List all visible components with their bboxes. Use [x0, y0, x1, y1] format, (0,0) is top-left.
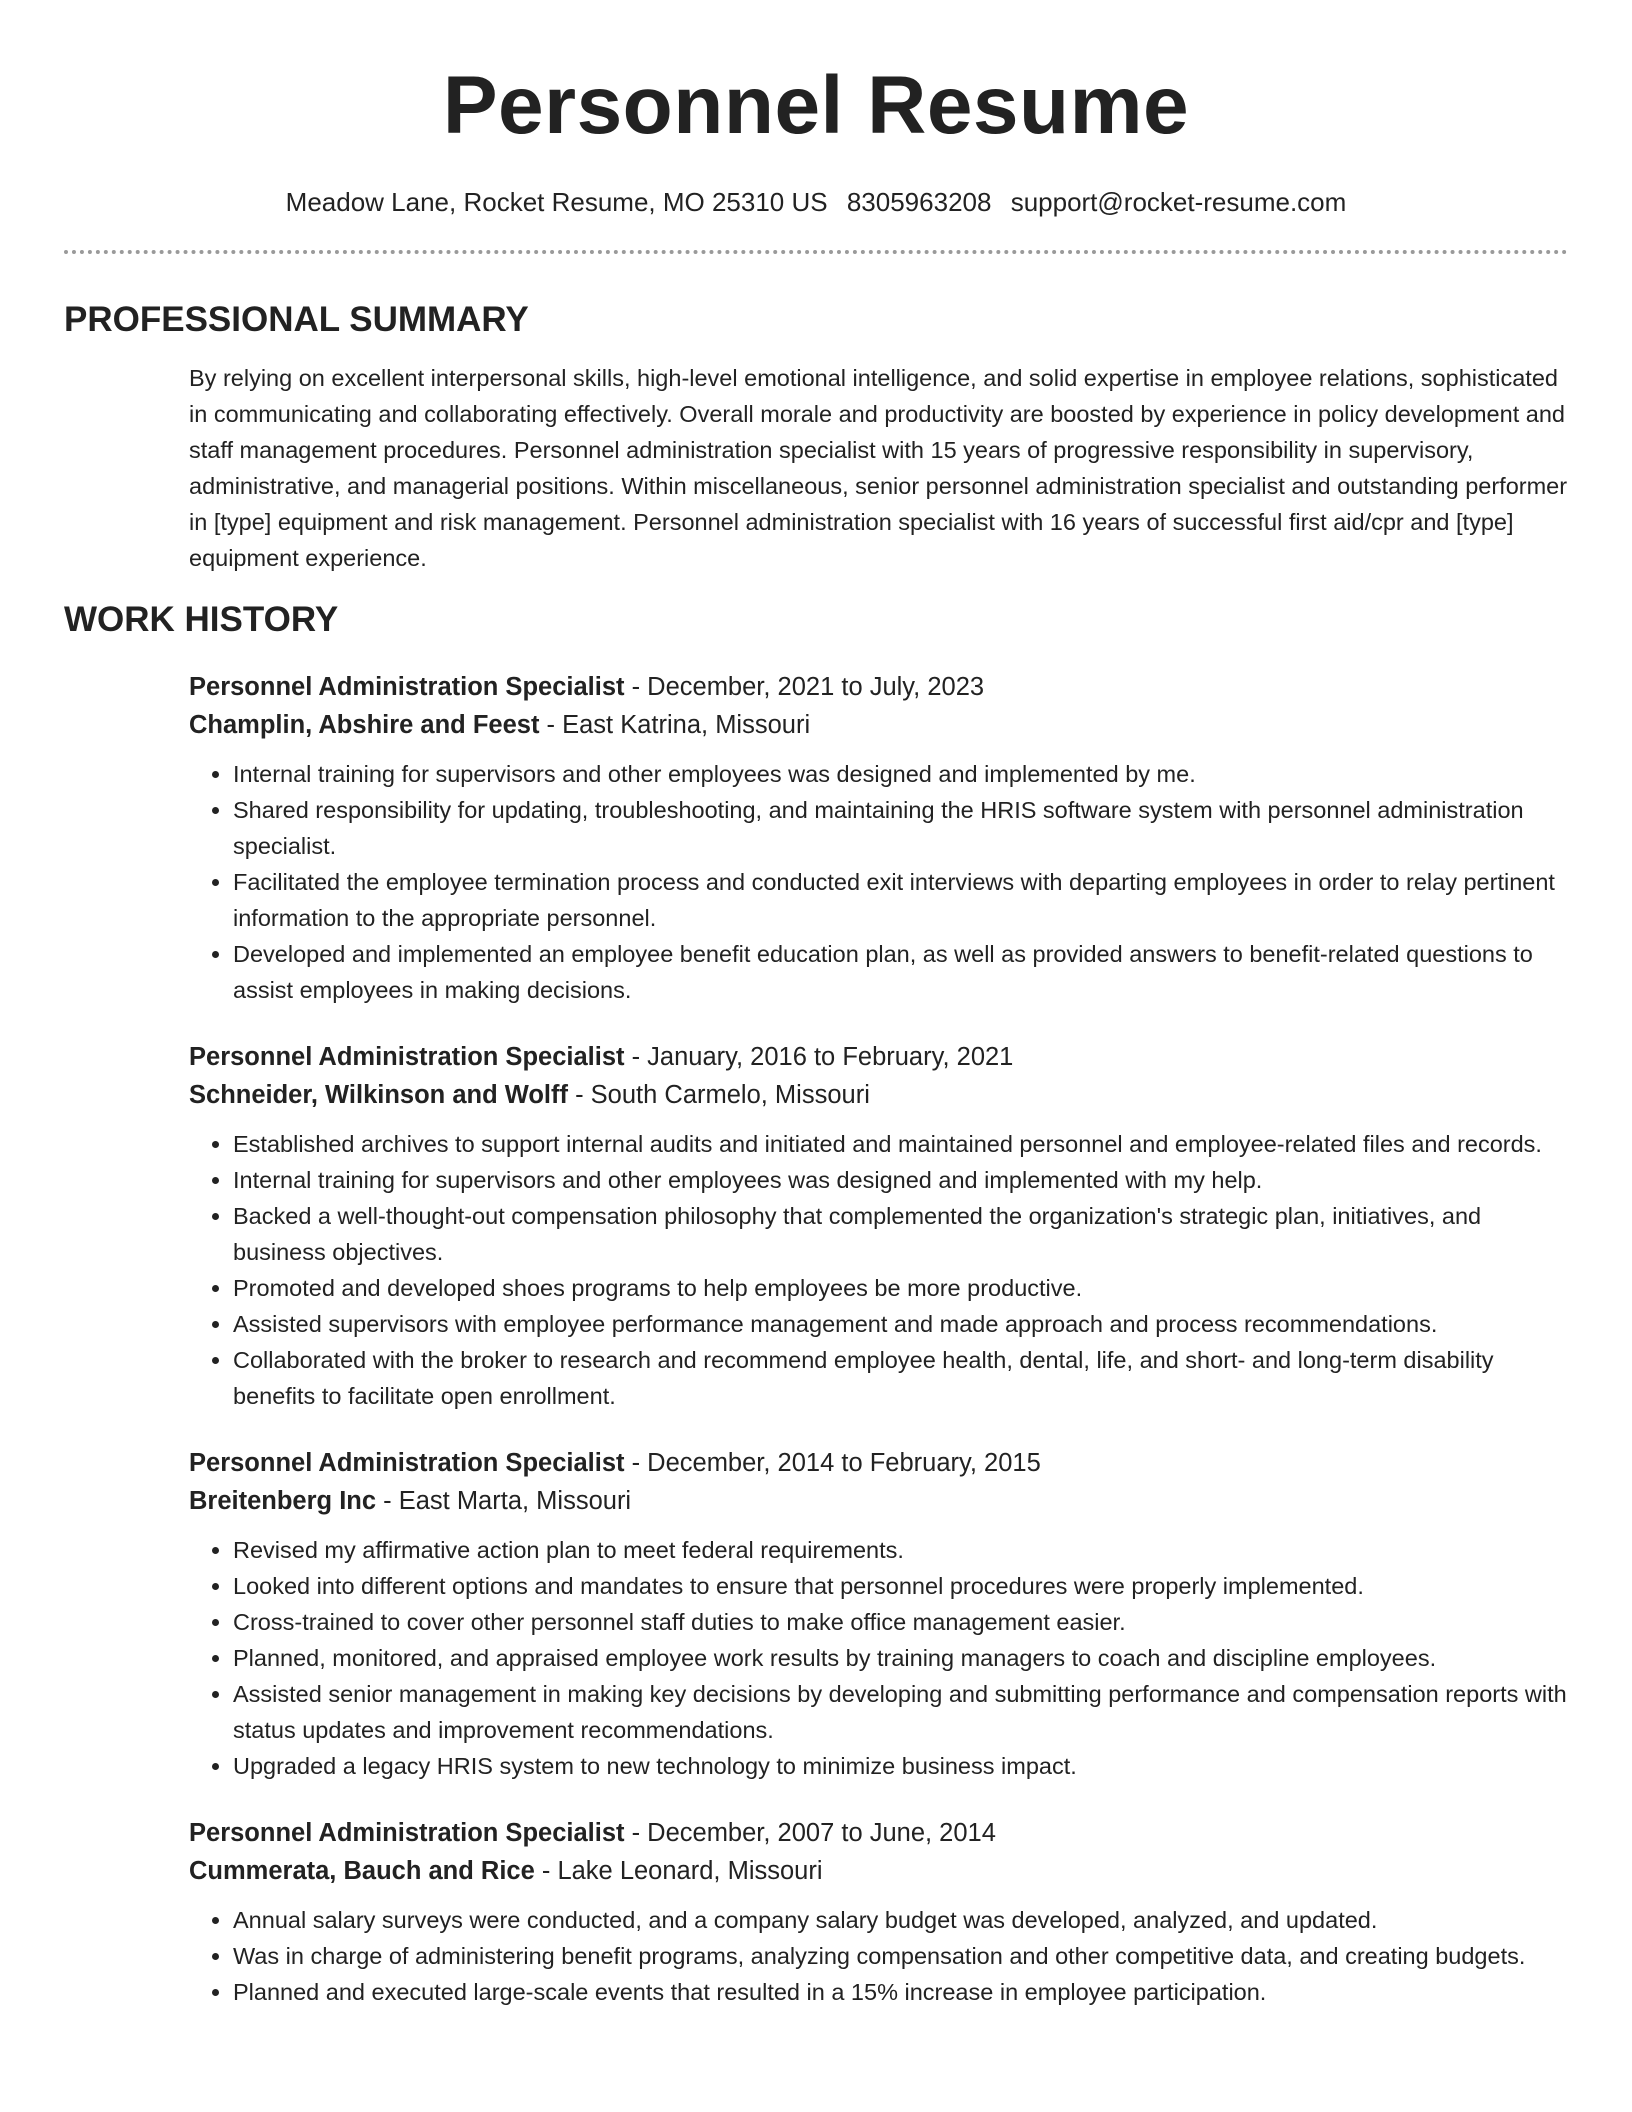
job-bullet: • Collaborated with the broker to research and recommend employee health, dental, life, and short- and long-term disability benefits to facilitate open enrollment.: [233, 1342, 1568, 1414]
job-bullet: • Looked into different options and mandates to ensure that personnel procedures were properly implemented.: [233, 1568, 1568, 1604]
job-bullet: • Upgraded a legacy HRIS system to new technology to minimize business impact.: [233, 1748, 1568, 1784]
job-bullet: • Shared responsibility for updating, troubleshooting, and maintaining the HRIS software system with personnel administration specialist.: [233, 792, 1568, 864]
job-bullets: [189, 756, 1568, 1008]
job-bullet: • Revised my affirmative action plan to meet federal requirements.: [233, 1532, 1568, 1568]
job-bullet: • Assisted senior management in making key decisions by developing and submitting performance and compensation reports with status updates and improvement recommendations.: [233, 1676, 1568, 1748]
job-company-line: [189, 1852, 1568, 1890]
job-bullet: • Backed a well-thought-out compensation philosophy that complemented the organization's strategic plan, initiatives, and business objectives.: [233, 1198, 1568, 1270]
resume-page: [64, 0, 1568, 2010]
job-bullets: [189, 1126, 1568, 1414]
header-divider: [64, 250, 1568, 254]
job-bullets: [189, 1532, 1568, 1784]
job-location: - Lake Leonard, Missouri: [534, 1857, 823, 1885]
contact-line: [64, 184, 1568, 220]
job-title-line: [189, 1814, 1568, 1852]
job-dates: - January, 2016 to February, 2021: [624, 1043, 1014, 1071]
job-bullet: • Established archives to support internal audits and initiated and maintained personnel and employee-related files and records.: [233, 1126, 1568, 1162]
job-location: - South Carmelo, Missouri: [568, 1081, 870, 1109]
job-company: Cummerata, Bauch and Rice: [189, 1857, 535, 1885]
job-bullet: • Annual salary surveys were conducted, and a company salary budget was developed, analyzed, and updated.: [233, 1902, 1568, 1938]
job-company: Breitenberg Inc: [189, 1487, 377, 1515]
job-company-line: [189, 706, 1568, 744]
job-bullet: • Assisted supervisors with employee performance management and made approach and process recommendations.: [233, 1306, 1568, 1342]
job-company: Champlin, Abshire and Feest: [189, 711, 540, 739]
job-dates: - December, 2007 to June, 2014: [624, 1819, 996, 1847]
job-bullet: • Facilitated the employee termination process and conducted exit interviews with departing employees in order to relay pertinent information to the appropriate personnel.: [233, 864, 1568, 936]
job-location: - East Katrina, Missouri: [539, 711, 811, 739]
job-company-line: [189, 1076, 1568, 1114]
job-company-line: [189, 1482, 1568, 1520]
job-dates: - December, 2014 to February, 2015: [624, 1449, 1041, 1477]
job-entry: [189, 1814, 1568, 2010]
job-bullet: • Promoted and developed shoes programs to help employees be more productive.: [233, 1270, 1568, 1306]
contact-email: support@rocket-resume.com: [1010, 187, 1347, 217]
job-role: Personnel Administration Specialist: [189, 673, 625, 701]
resume-name: Personnel Resume: [442, 60, 1190, 151]
job-role: Personnel Administration Specialist: [189, 1043, 625, 1071]
job-role: Personnel Administration Specialist: [189, 1449, 625, 1477]
job-bullet: • Cross-trained to cover other personnel staff duties to make office management easier.: [233, 1604, 1568, 1640]
job-location: - East Marta, Missouri: [376, 1487, 632, 1515]
job-bullet: • Planned and executed large-scale events that resulted in a 15% increase in employee participation.: [233, 1974, 1568, 2010]
section-title-work-history: WORK HISTORY: [64, 600, 339, 639]
job-title-line: [189, 1038, 1568, 1076]
job-entry: [189, 668, 1568, 1008]
job-role: Personnel Administration Specialist: [189, 1819, 625, 1847]
job-bullet: • Was in charge of administering benefit programs, analyzing compensation and other competitive data, and creating budgets.: [233, 1938, 1568, 1974]
job-bullet: • Internal training for supervisors and other employees was designed and implemented by me.: [233, 756, 1568, 792]
job-company: Schneider, Wilkinson and Wolff: [189, 1081, 569, 1109]
summary-text: By relying on excellent interpersonal skills, high-level emotional intelligence, and solid expertise in employee relations, sophisticated in communicating and collaborating effectively. Overall morale and productivity are boosted by experience in policy development and staff management procedures. Personnel administration specialist with 15 years of progressive responsibility in supervisory, administrative, and managerial positions. Within miscellaneous, senior personnel administration specialist and outstanding performer in [type] equipment and risk management. Personnel administration specialist with 16 years of successful first aid/cpr and [type] equipment experience.: [189, 365, 1568, 571]
job-entry: [189, 1038, 1568, 1414]
section-title-summary: PROFESSIONAL SUMMARY: [64, 300, 529, 339]
job-entry: [189, 1444, 1568, 1784]
job-title-line: [189, 668, 1568, 706]
job-bullet: • Developed and implemented an employee benefit education plan, as well as provided answers to benefit-related questions to assist employees in making decisions.: [233, 936, 1568, 1008]
job-bullets: [189, 1902, 1568, 2010]
job-bullet: • Internal training for supervisors and other employees was designed and implemented with my help.: [233, 1162, 1568, 1198]
job-bullet: • Planned, monitored, and appraised employee work results by training managers to coach and discipline employees.: [233, 1640, 1568, 1676]
job-dates: - December, 2021 to July, 2023: [624, 673, 985, 701]
contact-address: Meadow Lane, Rocket Resume, MO 25310 US: [285, 187, 828, 217]
job-title-line: [189, 1444, 1568, 1482]
contact-phone: 8305963208: [846, 187, 992, 217]
